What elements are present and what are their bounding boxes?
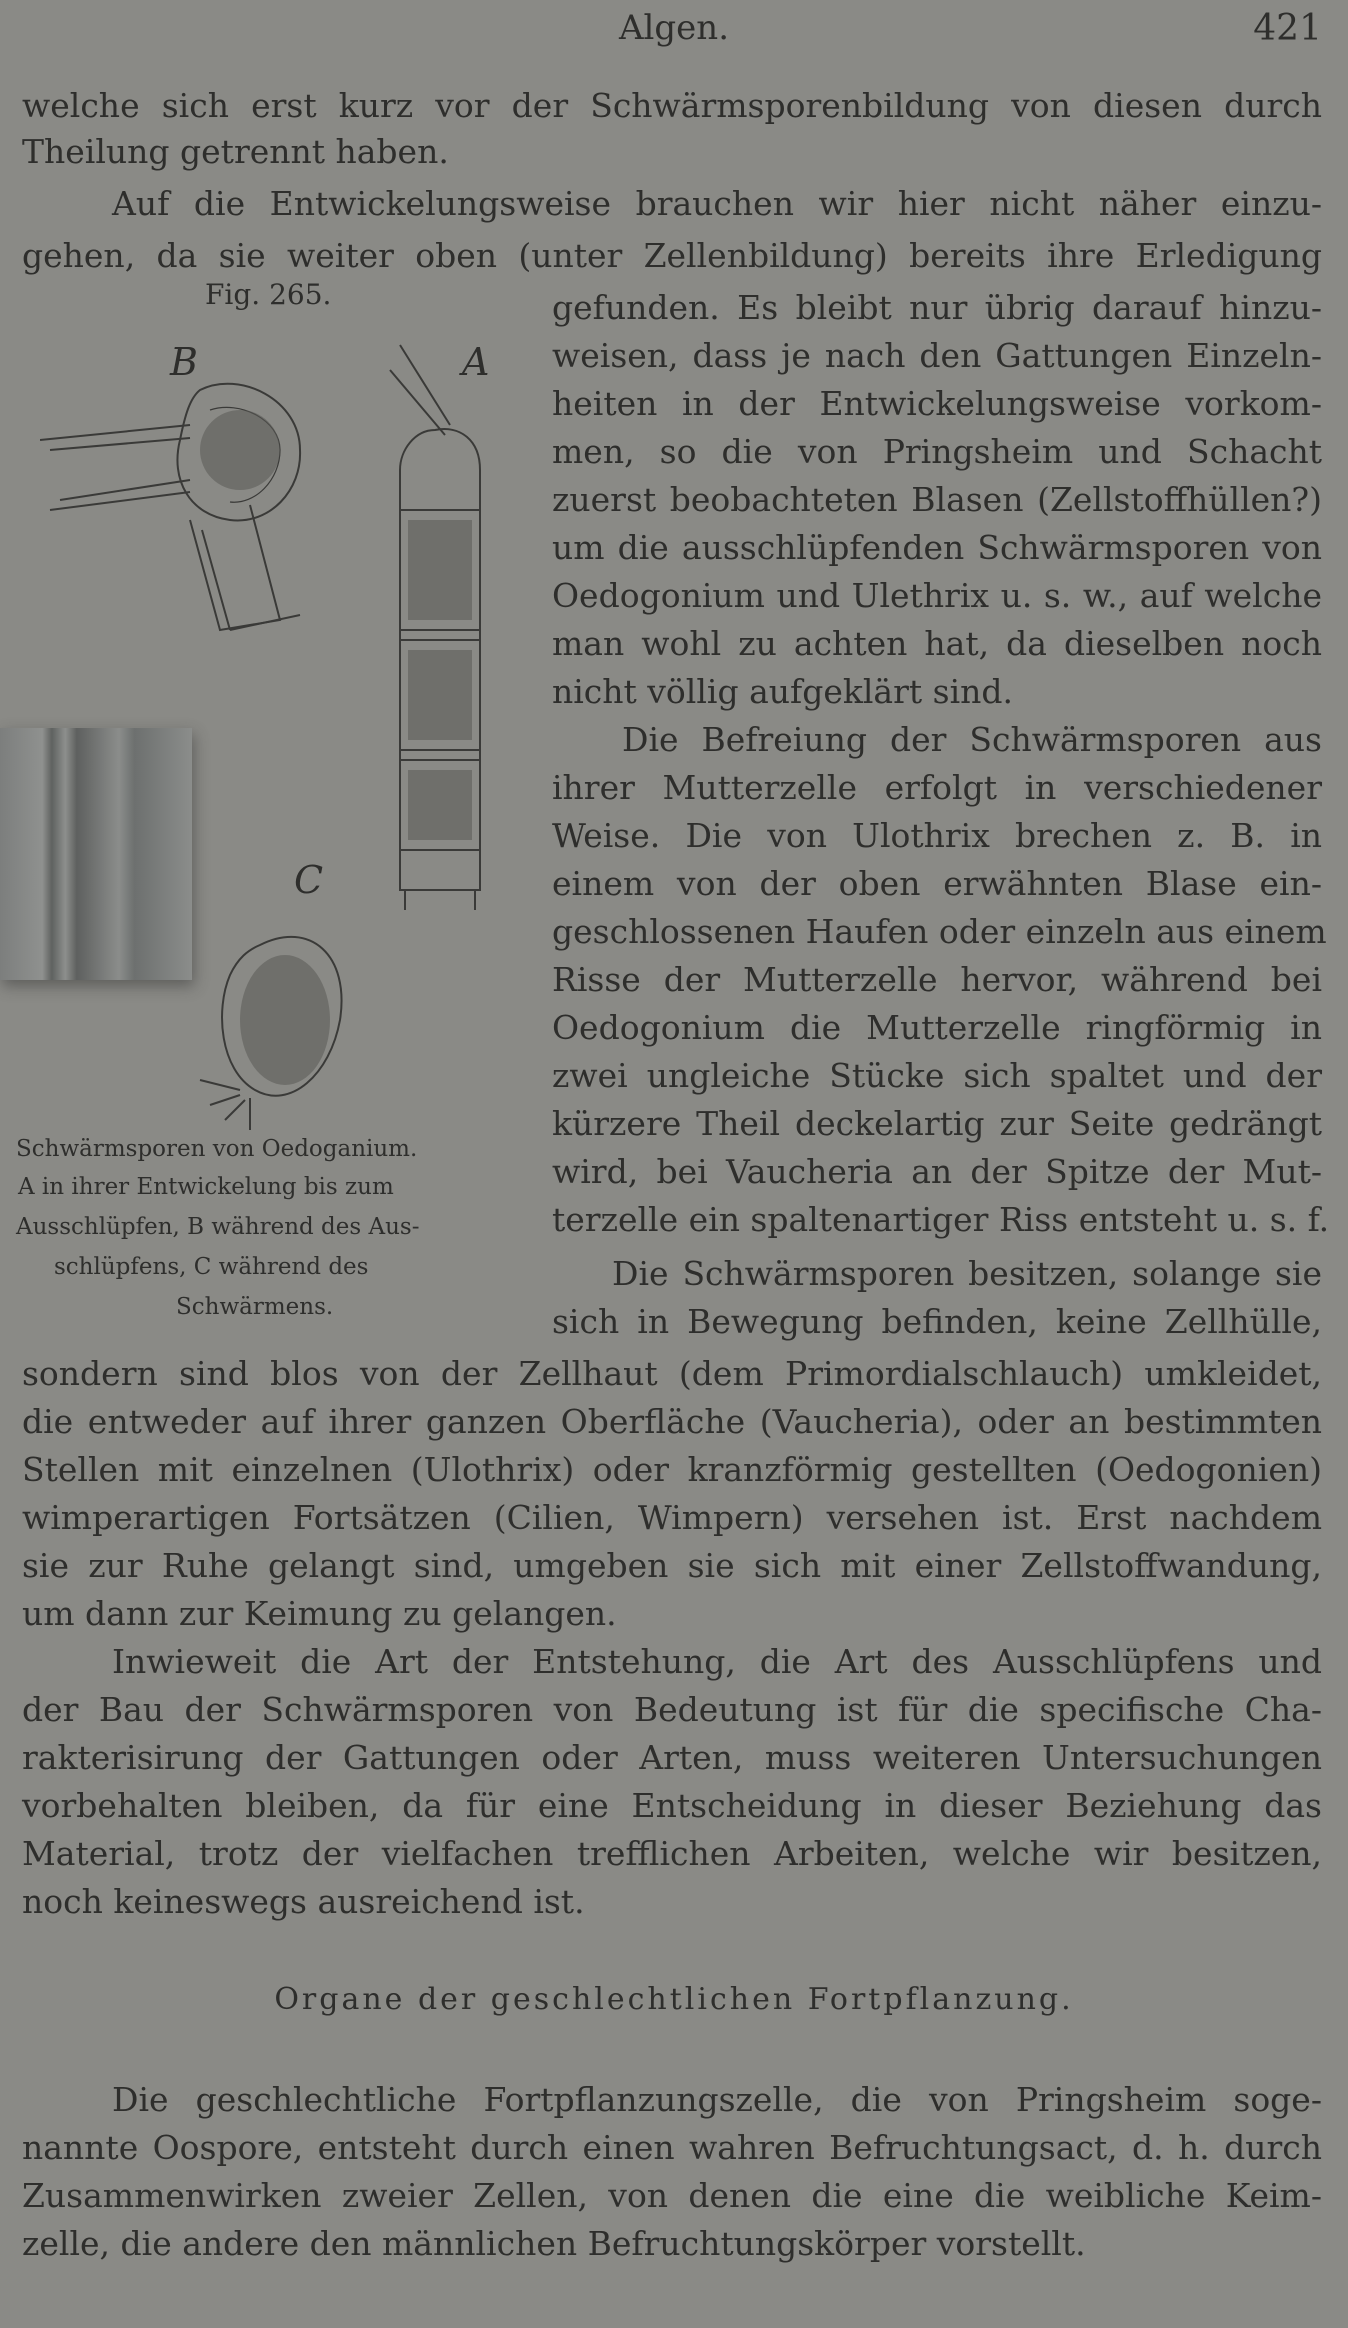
body-line: Die geschlechtliche Fortpflanzungszelle, die von Pringsheim soge- [112, 2080, 1322, 2119]
body-line: wird, bei Vaucheria an der Spitze der Mut- [552, 1152, 1322, 1191]
body-line: sich in Bewegung befinden, keine Zellhülle, [552, 1302, 1322, 1341]
figure-caption-line: schlüpfens, C während des [54, 1254, 369, 1280]
body-line: weisen, dass je nach den Gattungen Einzeln- [552, 336, 1322, 375]
body-line: vorbehalten bleiben, da für eine Entscheidung in dieser Beziehung das [22, 1786, 1322, 1825]
body-line: sie zur Ruhe gelangt sind, umgeben sie sich mit einer Zellstoffwandung, [22, 1546, 1322, 1585]
body-line: die entweder auf ihrer ganzen Oberfläche (Vaucheria), oder an bestimmten [22, 1402, 1322, 1441]
body-line: zwei ungleiche Stücke sich spaltet und der [552, 1056, 1322, 1095]
body-line: zelle, die andere den männlichen Befruchtungskörper vorstellt. [22, 2224, 1086, 2263]
body-line: kürzere Theil deckelartig zur Seite gedrängt [552, 1104, 1322, 1143]
body-line: um die ausschlüpfenden Schwärmsporen von [552, 528, 1322, 567]
body-line: men, so die von Pringsheim und Schacht [552, 432, 1322, 471]
figure-caption-line: A in ihrer Entwickelung bis zum [18, 1174, 394, 1200]
body-line: Inwieweit die Art der Entstehung, die Art des Ausschlüpfens und [112, 1642, 1322, 1681]
body-line: Risse der Mutterzelle hervor, während bei [552, 960, 1322, 999]
body-line: wimperartigen Fortsätzen (Cilien, Wimpern) versehen ist. Erst nachdem [22, 1498, 1322, 1537]
body-line: heiten in der Entwickelungsweise vorkom- [552, 384, 1322, 423]
body-line: nicht völlig aufgeklärt sind. [552, 672, 1013, 711]
body-line: Oedogonium die Mutterzelle ringförmig in [552, 1008, 1322, 1047]
body-line: Oedogonium und Ulethrix u. s. w., auf welche [552, 576, 1322, 615]
figure-letter-c: C [294, 858, 324, 902]
figure-caption-line: Schwärmsporen von Oedoganium. [16, 1136, 418, 1162]
figure-illustration [40, 330, 500, 1130]
body-line: Material, trotz der vielfachen trefflichen Arbeiten, welche wir besitzen, [22, 1834, 1322, 1873]
body-line: Die Befreiung der Schwärmsporen aus [622, 720, 1322, 759]
section-heading: Organe der geschlechtlichen Fortpflanzung. [274, 1982, 1074, 2017]
body-line: welche sich erst kurz vor der Schwärmsporenbildung von diesen durch [22, 86, 1322, 125]
body-line: gehen, da sie weiter oben (unter Zellenbildung) bereits ihre Erledigung [22, 236, 1322, 275]
body-line: geschlossenen Haufen oder einzeln aus einem [552, 912, 1327, 951]
body-line: Auf die Entwickelungsweise brauchen wir hier nicht näher einzu- [112, 184, 1322, 223]
running-header: Algen. [618, 8, 730, 48]
body-line: um dann zur Keimung zu gelangen. [22, 1594, 617, 1633]
body-line: terzelle ein spaltenartiger Riss entsteht u. s. f. [552, 1200, 1330, 1239]
body-line: Theilung getrennt haben. [22, 132, 449, 171]
page-number: 421 [1253, 8, 1322, 49]
figure-caption-line: Ausschlüpfen, B während des Aus- [16, 1214, 420, 1240]
body-line: rakterisirung der Gattungen oder Arten, muss weiteren Untersuchungen [22, 1738, 1322, 1777]
body-line: man wohl zu achten hat, da dieselben noch [552, 624, 1322, 663]
body-line: Die Schwärmsporen besitzen, solange sie [612, 1254, 1322, 1293]
body-line: noch keineswegs ausreichend ist. [22, 1882, 585, 1921]
figure-letter-b: B [170, 340, 198, 384]
figure-label: Fig. 265. [205, 278, 332, 311]
body-line: ihrer Mutterzelle erfolgt in verschiedener [552, 768, 1322, 807]
body-line: sondern sind blos von der Zellhaut (dem Primordialschlauch) umkleidet, [22, 1354, 1322, 1393]
body-line: zuerst beobachteten Blasen (Zellstoffhüllen?) [552, 480, 1322, 519]
body-line: der Bau der Schwärmsporen von Bedeutung ist für die specifische Cha- [22, 1690, 1322, 1729]
body-line: einem von der oben erwähnten Blase ein- [552, 864, 1322, 903]
figure-letter-a: A [462, 340, 490, 384]
body-line: Zusammenwirken zweier Zellen, von denen die eine die weibliche Keim- [22, 2176, 1322, 2215]
body-line: Weise. Die von Ulothrix brechen z. B. in [552, 816, 1322, 855]
body-line: Stellen mit einzelnen (Ulothrix) oder kranzförmig gestellten (Oedogonien) [22, 1450, 1322, 1489]
body-line: nannte Oospore, entsteht durch einen wahren Befruchtungsact, d. h. durch [22, 2128, 1322, 2167]
body-line: gefunden. Es bleibt nur übrig darauf hinzu- [552, 288, 1322, 327]
figure-caption-line: Schwärmens. [176, 1294, 334, 1320]
